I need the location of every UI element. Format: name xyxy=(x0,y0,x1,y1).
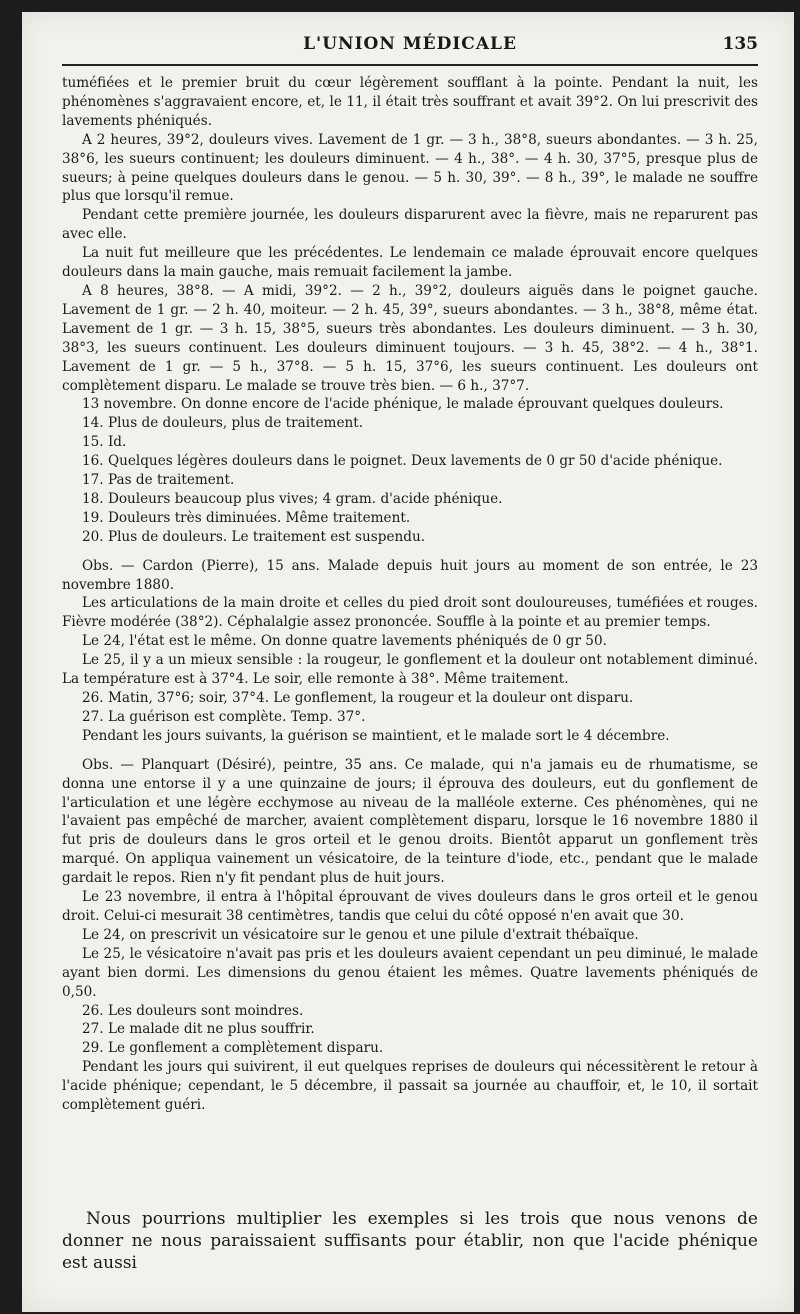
paragraph: Le 25, le vésicatoire n'avait pas pris et les douleurs avaient cependant un peu diminué, le malade ayant bien dormi. Les dimensions du genou étaient les mêmes. Quatre lavements phéniqués de 0,50. xyxy=(62,945,758,1000)
paragraph: 20. Plus de douleurs. Le traitement est suspendu. xyxy=(82,528,426,545)
paragraph: 13 novembre. On donne encore de l'acide phénique, le malade éprouvant quelques douleurs. xyxy=(82,396,724,413)
paragraph: 27. Le malade dit ne plus souffrir. xyxy=(82,1021,315,1038)
page-number: 135 xyxy=(722,34,758,54)
paragraph: Les articulations de la main droite et celles du pied droit sont douloureuses, tuméfiées et rouges. Fièvre modérée (38°2). Céphalalgie assez prononcée. Souffle à la pointe et au premier temps. xyxy=(62,595,758,631)
running-header xyxy=(62,30,758,62)
paragraph: A 8 heures, 38°8. — A midi, 39°2. — 2 h., 39°2, douleurs aiguës dans le poignet gauche. Lavement de 1 gr. — 2 h. 40, moiteur. — 2 h. 45, 39°, sueurs abondantes. — 3 h., 38°8, même état. Lavement de 1 gr. — 3 h. 15, 38°5, sueurs très abondantes. Les douleurs diminuent. — 3 h. 30, 38°3, les sueurs continuent. Les douleurs diminuent toujours. — 3 h. 45, 38°2. — 4 h., 38°1. Lavement de 1 gr. — 5 h., 37°8. — 5 h. 15, 37°6, les sueurs continuent. Les douleurs ont complètement disparu. Le malade se trouve très bien. — 6 h., 37°7. xyxy=(62,282,758,394)
paragraph: tuméfiées et le premier bruit du cœur légèrement soufflant à la pointe. Pendant la nuit, les phénomènes s'aggravaient encore, et, le 11, il était très souffrant et avait 39°2. On lui prescrivit des lavements phéniqués. xyxy=(62,75,758,129)
paragraph: Le 24, on prescrivit un vésicatoire sur le genou et une pilule d'extrait thébaïque. xyxy=(82,926,639,943)
paragraph: 17. Pas de traitement. xyxy=(82,472,235,489)
paragraph: 26. Matin, 37°6; soir, 37°4. Le gonflement, la rougeur et la douleur ont disparu. xyxy=(82,690,634,706)
paragraph: Le 23 novembre, il entra à l'hôpital éprouvant de vives douleurs dans le gros orteil et le genou droit. Celui-ci mesurait 38 centimètres, tandis que celui du côté opposé n'en avait que 30. xyxy=(62,889,758,924)
paragraph: 27. La guérison est complète. Temp. 37°. xyxy=(82,708,366,725)
paragraph: Pendant les jours qui suivirent, il eut quelques reprises de douleurs qui nécessitèrent le retour à l'acide phénique; cependant, le 5 décembre, il passait sa journée au chauffoir, et, le 10, il sortait complètement guéri. xyxy=(62,1059,758,1114)
header-rule xyxy=(62,64,758,66)
paragraph: Obs. — Cardon (Pierre), 15 ans. Malade depuis huit jours au moment de son entrée, le 23 novembre 1880. xyxy=(62,557,758,593)
paragraph: 19. Douleurs très diminuées. Même traitement. xyxy=(82,509,411,526)
paragraph: Le 25, il y a un mieux sensible : la rougeur, le gonflement et la douleur ont notablement diminué. La température est à 37°4. Le soir, elle remonte à 38°. Même traitement. xyxy=(62,652,758,688)
paragraph: La nuit fut meilleure que les précédentes. Le lendemain ce malade éprouvait encore quelques douleurs dans la main gauche, mais remuait facilement la jambe. xyxy=(62,245,758,281)
journal-title: L'UNION MÉDICALE xyxy=(303,34,517,54)
closing-paragraph: Nous pourrions multiplier les exemples si les trois que nous venons de donner ne nous paraissaient suffisants pour établir, non que l'acide phénique est aussi xyxy=(62,1209,758,1273)
article-body xyxy=(62,74,758,1115)
paragraph: 15. Id. xyxy=(82,434,127,451)
paragraph: 14. Plus de douleurs, plus de traitement. xyxy=(82,415,364,432)
paragraph: 29. Le gonflement a complètement disparu. xyxy=(82,1040,384,1057)
paragraph: 18. Douleurs beaucoup plus vives; 4 gram. d'acide phénique. xyxy=(82,490,503,507)
paragraph: 26. Les douleurs sont moindres. xyxy=(82,1002,304,1019)
paragraph: A 2 heures, 39°2, douleurs vives. Lavement de 1 gr. — 3 h., 38°8, sueurs abondantes. — 3 h. 25, 38°6, les sueurs continuent; les douleurs diminuent. — 4 h., 38°. — 4 h. 30, 37°5, presque plus de sueurs; à peine quelques douleurs dans le genou. — 5 h. 30, 39°. — 8 h., 39°, le malade ne souffre plus que lorsqu'il remue. xyxy=(62,131,758,205)
paragraph: Pendant les jours suivants, la guérison se maintient, et le malade sort le 4 décembre. xyxy=(82,727,670,744)
document-page xyxy=(22,12,794,1312)
paragraph: Pendant cette première journée, les douleurs disparurent avec la fièvre, mais ne reparurent pas avec elle. xyxy=(62,207,758,243)
paragraph: Le 24, l'état est le même. On donne quatre lavements phéniqués de 0 gr 50. xyxy=(82,633,607,650)
paragraph: 16. Quelques légères douleurs dans le poignet. Deux lavements de 0 gr 50 d'acide phénique. xyxy=(82,453,723,470)
paragraph: Obs. — Planquart (Désiré), peintre, 35 ans. Ce malade, qui n'a jamais eu de rhumatisme, se donna une entorse il y a une quinzaine de jours; il éprouva des douleurs, eut du gonflement de l'articulation et une légère ecchymose au niveau de la malléole externe. Ces phénomènes, qui ne l'avaient pas empêché de marcher, avaient complètement disparu, lorsque le 16 novembre 1880 il fut pris de douleurs dans le gros orteil et le genou droits. Bientôt apparut un gonflement très marqué. On appliqua vainement un vésicatoire, de la teinture d'iode, etc., pendant que le malade gardait le repos. Rien n'y fit pendant plus de huit jours. xyxy=(62,756,758,887)
